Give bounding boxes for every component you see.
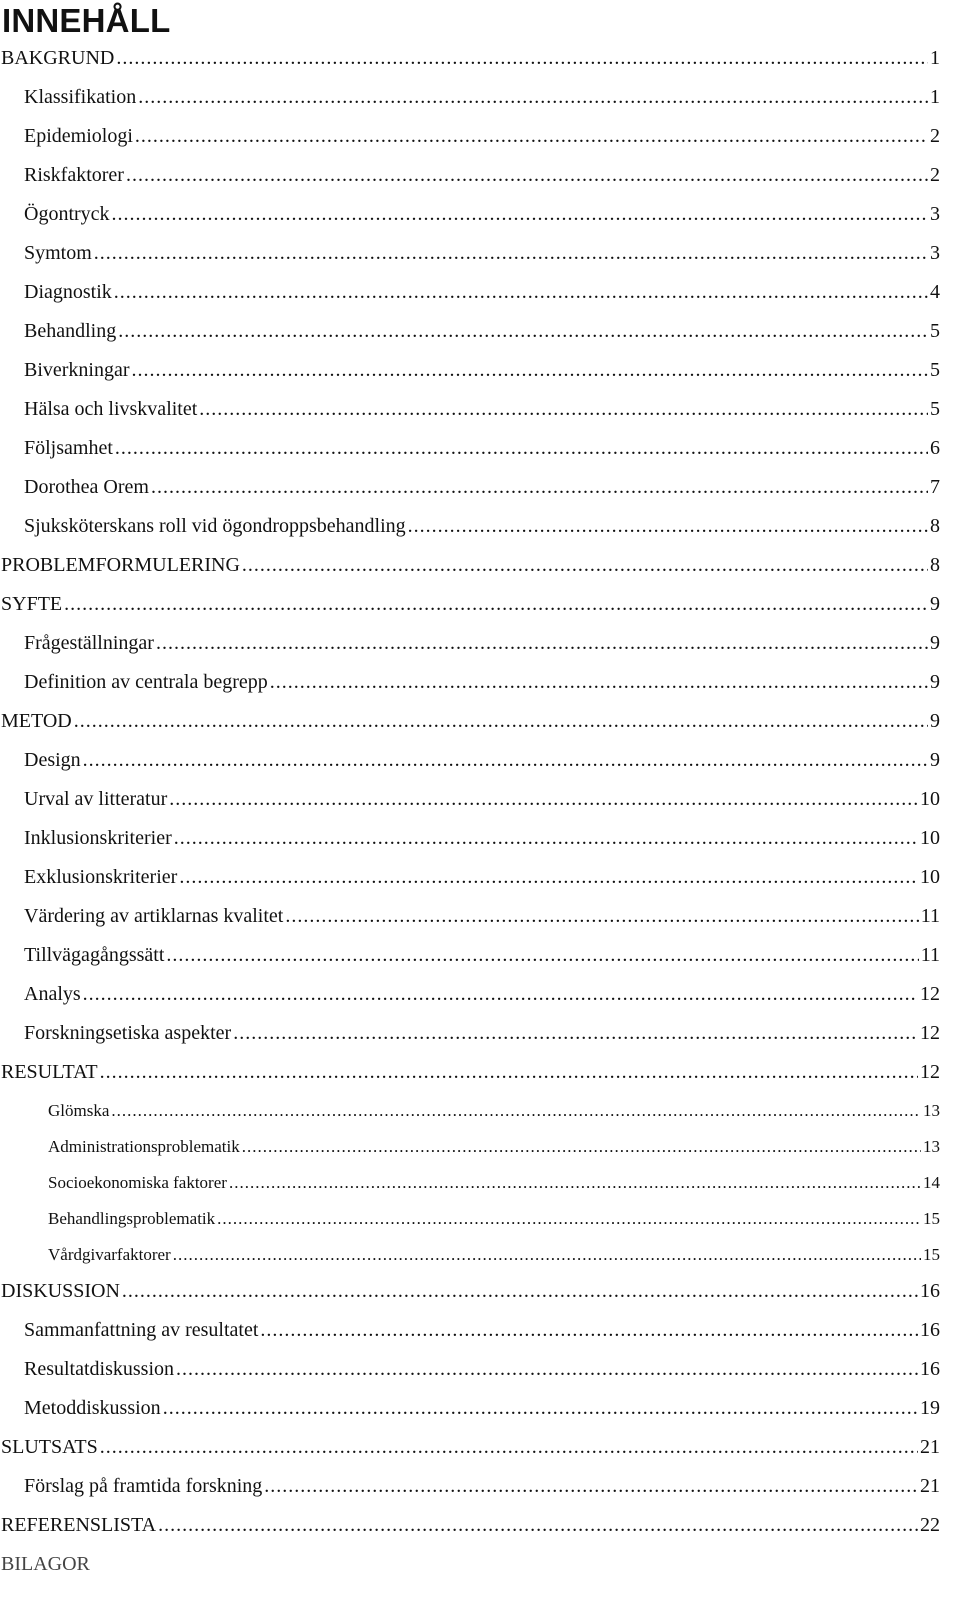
toc-entry-page-number: 9 xyxy=(930,593,940,615)
toc-dot-leader xyxy=(111,1093,921,1129)
toc-entry-label: Riskfaktorer xyxy=(24,164,124,186)
toc-dot-leader xyxy=(74,703,928,739)
toc-entry-label: SLUTSATS xyxy=(1,1436,98,1458)
toc-entry-label: METOD xyxy=(1,710,72,732)
toc-dot-leader xyxy=(112,196,928,232)
toc-entry-label: REFERENSLISTA xyxy=(1,1514,157,1536)
toc-entry-label: Ögontryck xyxy=(24,203,110,225)
toc-dot-leader xyxy=(264,1468,918,1504)
toc-entry-label: Behandlingsproblematik xyxy=(48,1209,216,1228)
toc-entry[interactable] xyxy=(0,937,960,976)
toc-entry[interactable] xyxy=(0,1312,960,1351)
toc-dot-leader xyxy=(100,1054,918,1090)
toc-entry-page-number: 16 xyxy=(920,1280,940,1302)
toc-title: INNEHÅLL xyxy=(2,2,171,39)
toc-dot-leader xyxy=(156,625,928,661)
toc-entry[interactable] xyxy=(0,781,960,820)
toc-entry-label: Urval av litteratur xyxy=(24,788,168,810)
toc-entry-page-number: 9 xyxy=(930,749,940,771)
toc-entry[interactable] xyxy=(0,1273,960,1312)
toc-entry-page-number: 15 xyxy=(923,1245,940,1264)
toc-entry[interactable] xyxy=(0,235,960,274)
toc-dot-leader xyxy=(179,859,918,895)
toc-entry-page-number: 13 xyxy=(923,1137,940,1156)
toc-entry-page-number: 6 xyxy=(930,437,940,459)
toc-entry-page-number: 4 xyxy=(930,281,940,303)
toc-entry-page-number: 2 xyxy=(930,125,940,147)
toc-entry[interactable] xyxy=(0,742,960,781)
toc-entry-label: Förslag på framtida forskning xyxy=(24,1475,263,1497)
toc-entry[interactable] xyxy=(0,430,960,469)
toc-entry-page-number: 8 xyxy=(930,515,940,537)
toc-entry-page-number: 21 xyxy=(920,1436,940,1458)
toc-entry-page-number: 11 xyxy=(920,905,940,927)
toc-entry-label: Sjuksköterskans roll vid ögondroppsbehandling xyxy=(24,515,406,537)
toc-dot-leader xyxy=(151,469,928,505)
toc-dot-leader xyxy=(173,1237,921,1273)
toc-entry[interactable] xyxy=(0,547,960,586)
toc-entry[interactable] xyxy=(0,157,960,196)
toc-entry[interactable] xyxy=(0,1015,960,1054)
toc-dot-leader xyxy=(199,391,928,427)
toc-entry-page-number: 10 xyxy=(920,866,940,888)
toc-entry[interactable] xyxy=(0,1054,960,1093)
toc-entry[interactable] xyxy=(0,196,960,235)
toc-entry-label: Analys xyxy=(24,983,81,1005)
toc-dot-leader xyxy=(242,1129,921,1165)
toc-dot-leader xyxy=(114,274,928,310)
toc-entry-label: Tillvägagångssätt xyxy=(24,944,165,966)
toc-entry-label: RESULTAT xyxy=(1,1061,98,1083)
toc-entry-label: Biverkningar xyxy=(24,359,130,381)
toc-entry-label: Epidemiologi xyxy=(24,125,133,147)
toc-entry[interactable] xyxy=(0,1201,960,1237)
toc-dot-leader xyxy=(122,1273,918,1309)
toc-entry-label: PROBLEMFORMULERING xyxy=(1,554,240,576)
toc-entry-label: BAKGRUND xyxy=(1,47,115,69)
toc-entry-page-number: 22 xyxy=(920,1514,940,1536)
toc-entry-page-number: 10 xyxy=(920,827,940,849)
toc-entry-label: Symtom xyxy=(24,242,92,264)
toc-entry[interactable] xyxy=(0,469,960,508)
toc-entry-page-number: 1 xyxy=(930,47,940,69)
toc-entry[interactable] xyxy=(0,859,960,898)
toc-entry-label: Sammanfattning av resultatet xyxy=(24,1319,259,1341)
toc-entry-label: Vårdgivarfaktorer xyxy=(48,1245,171,1264)
toc-entry[interactable] xyxy=(0,1165,960,1201)
toc-entry-page-number: 9 xyxy=(930,632,940,654)
toc-entry-label: Inklusionskriterier xyxy=(24,827,172,849)
toc-dot-leader xyxy=(118,313,928,349)
toc-entry-label: Exklusionskriterier xyxy=(24,866,178,888)
toc-entry-label: Socioekonomiska faktorer xyxy=(48,1173,227,1192)
toc-entry-page-number: 5 xyxy=(930,320,940,342)
toc-entry-label: Resultatdiskussion xyxy=(24,1358,175,1380)
toc-entry[interactable] xyxy=(0,1546,960,1585)
toc-entry-label: Dorothea Orem xyxy=(24,476,149,498)
toc-entry-page-number: 15 xyxy=(923,1209,940,1228)
toc-dot-leader xyxy=(83,976,918,1012)
toc-entry-label: Behandling xyxy=(24,320,117,342)
toc-entry-page-number: 12 xyxy=(920,1022,940,1044)
toc-entry-page-number: 19 xyxy=(920,1397,940,1419)
toc-entry-label: Glömska xyxy=(48,1101,110,1120)
toc-dot-leader xyxy=(217,1201,921,1237)
toc-entry[interactable] xyxy=(0,508,960,547)
toc-entry[interactable] xyxy=(0,1507,960,1546)
toc-entry-page-number: 16 xyxy=(920,1358,940,1380)
toc-entry-page-number: 9 xyxy=(930,671,940,693)
toc-dot-leader xyxy=(132,352,928,388)
toc-dot-leader xyxy=(138,79,928,115)
toc-entry[interactable] xyxy=(0,391,960,430)
toc-dot-leader xyxy=(233,1015,918,1051)
toc-entry-page-number: 5 xyxy=(930,398,940,420)
toc-entry-page-number: 3 xyxy=(930,203,940,225)
toc-entry-page-number: 12 xyxy=(920,983,940,1005)
toc-entry-label: Hälsa och livskvalitet xyxy=(24,398,198,420)
toc-dot-leader xyxy=(116,40,928,76)
toc-entry-page-number: 12 xyxy=(920,1061,940,1083)
toc-dot-leader xyxy=(158,1507,918,1543)
toc-entry[interactable] xyxy=(0,976,960,1015)
toc-entry[interactable] xyxy=(0,1237,960,1273)
toc-dot-leader xyxy=(270,664,928,700)
toc-entry[interactable] xyxy=(0,625,960,664)
toc-entry[interactable] xyxy=(0,820,960,859)
toc-entry-label: SYFTE xyxy=(1,593,63,615)
toc-entry-page-number: 16 xyxy=(920,1319,940,1341)
toc-dot-leader xyxy=(166,937,918,973)
toc-entry[interactable] xyxy=(0,586,960,625)
toc-entry[interactable] xyxy=(0,898,960,937)
toc-entry[interactable] xyxy=(0,1129,960,1165)
toc-dot-leader xyxy=(229,1165,921,1201)
toc-entry-label: Forskningsetiska aspekter xyxy=(24,1022,232,1044)
toc-dot-leader xyxy=(260,1312,918,1348)
toc-entry[interactable] xyxy=(0,1468,960,1507)
table-of-contents xyxy=(0,40,960,1585)
toc-dot-leader xyxy=(176,1351,918,1387)
toc-entry-page-number: 11 xyxy=(920,944,940,966)
toc-entry-page-number: 7 xyxy=(930,476,940,498)
toc-dot-leader xyxy=(126,157,928,193)
toc-entry-label: Design xyxy=(24,749,81,771)
toc-entry-label: Klassifikation xyxy=(24,86,137,108)
toc-entry-label: Följsamhet xyxy=(24,437,113,459)
toc-entry[interactable] xyxy=(0,1093,960,1129)
toc-entry-page-number: 13 xyxy=(923,1101,940,1120)
toc-entry[interactable] xyxy=(0,352,960,391)
toc-dot-leader xyxy=(64,586,928,622)
toc-entry[interactable] xyxy=(0,664,960,703)
toc-dot-leader xyxy=(83,742,928,778)
toc-dot-leader xyxy=(163,1390,918,1426)
toc-entry-label: DISKUSSION xyxy=(1,1280,120,1302)
toc-entry-page-number: 1 xyxy=(930,86,940,108)
toc-entry[interactable] xyxy=(0,274,960,313)
toc-entry[interactable] xyxy=(0,1429,960,1468)
toc-entry-label: BILAGOR xyxy=(1,1553,90,1575)
toc-entry-page-number: 5 xyxy=(930,359,940,381)
toc-dot-leader xyxy=(408,508,928,544)
toc-dot-leader xyxy=(100,1429,918,1465)
toc-entry-page-number: 10 xyxy=(920,788,940,810)
toc-dot-leader xyxy=(115,430,928,466)
toc-entry-label: Definition av centrala begrepp xyxy=(24,671,268,693)
toc-entry-label: Diagnostik xyxy=(24,281,112,303)
toc-entry-label: Administrationsproblematik xyxy=(48,1137,240,1156)
toc-entry-label: Värdering av artiklarnas kvalitet xyxy=(24,905,284,927)
toc-entry-label: Metoddiskussion xyxy=(24,1397,161,1419)
toc-dot-leader xyxy=(94,235,928,271)
toc-entry[interactable] xyxy=(0,40,960,79)
toc-entry[interactable] xyxy=(0,1351,960,1390)
toc-entry-page-number: 2 xyxy=(930,164,940,186)
toc-entry-label: Frågeställningar xyxy=(24,632,154,654)
toc-dot-leader xyxy=(169,781,918,817)
toc-entry-page-number: 9 xyxy=(930,710,940,732)
toc-dot-leader xyxy=(135,118,928,154)
toc-entry-page-number: 14 xyxy=(923,1173,940,1192)
toc-entry-page-number: 21 xyxy=(920,1475,940,1497)
toc-entry-page-number: 8 xyxy=(930,554,940,576)
toc-entry-page-number: 3 xyxy=(930,242,940,264)
toc-entry[interactable] xyxy=(0,118,960,157)
toc-dot-leader xyxy=(242,547,928,583)
toc-dot-leader xyxy=(285,898,918,934)
toc-entry[interactable] xyxy=(0,703,960,742)
toc-entry[interactable] xyxy=(0,1390,960,1429)
toc-entry[interactable] xyxy=(0,313,960,352)
toc-dot-leader xyxy=(174,820,918,856)
toc-entry[interactable] xyxy=(0,79,960,118)
